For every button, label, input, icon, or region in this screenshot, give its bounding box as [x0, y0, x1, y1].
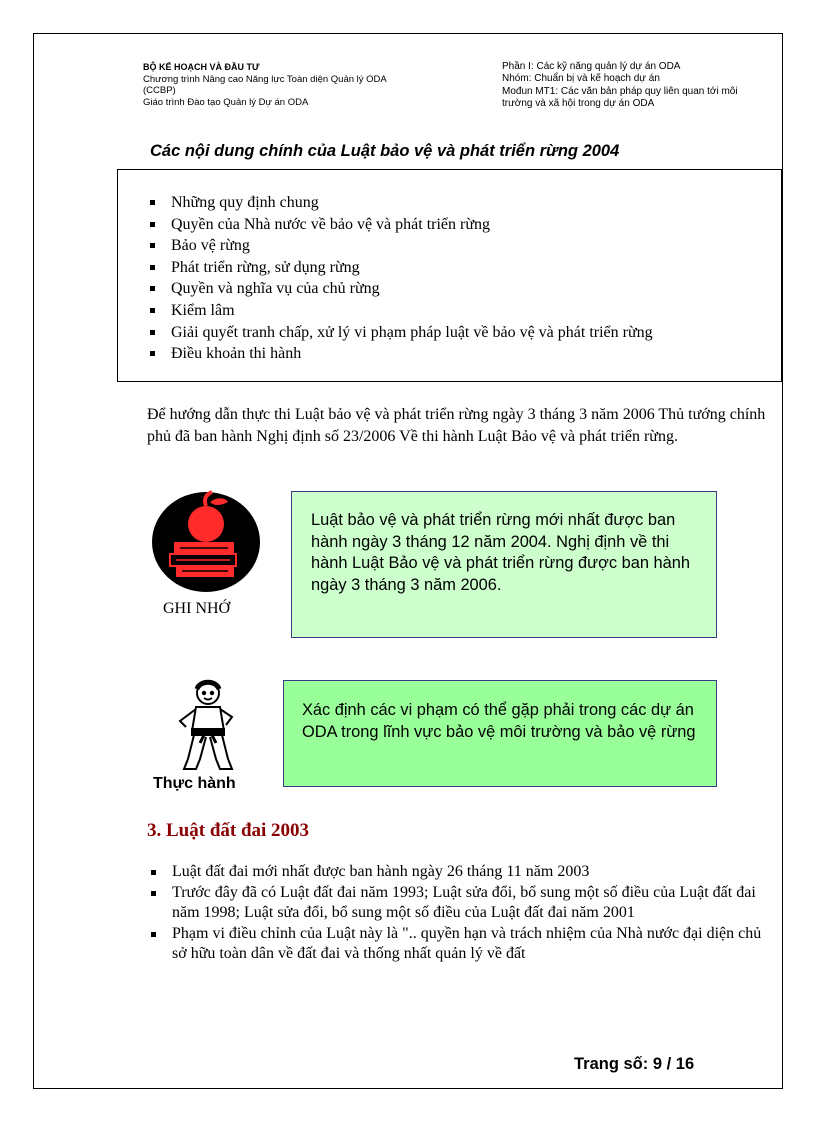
contents-item: Quyền và nghĩa vụ của chủ rừng [147, 278, 653, 300]
contents-item: Điều khoản thi hành [147, 343, 653, 365]
contents-item: Bảo vệ rừng [147, 235, 653, 257]
contents-item: Những quy định chung [147, 192, 653, 214]
memo-box: Luật bảo vệ và phát triển rừng mới nhất được ban hành ngày 3 tháng 12 năm 2004. Nghị định về thi hành Luật Bảo vệ và phát triển rừng được ban hành ngày 3 tháng 3 năm 2006. [291, 491, 717, 638]
contents-box [117, 169, 782, 382]
memo-label: GHI NHỚ [163, 600, 231, 617]
header-left [143, 62, 443, 108]
header-right [502, 61, 742, 110]
contents-list [147, 192, 653, 365]
header-course: Giáo trình Đào tạo Quản lý Dự án ODA [143, 96, 309, 108]
header-part: Phần I: Các kỹ năng quản lý dự án ODA [502, 61, 681, 72]
contents-item: Giải quyết tranh chấp, xử lý vi phạm pháp luật về bảo vệ và phát triển rừng [147, 322, 653, 344]
practice-box: Xác định các vi phạm có thể gặp phải trong các dự án ODA trong lĩnh vực bảo vệ môi trường và bảo vệ rừng [283, 680, 717, 787]
header-org: BỘ KẾ HOẠCH VÀ ĐẦU TƯ [143, 62, 260, 72]
page-title: Các nội dung chính của Luật bảo vệ và phát triển rừng 2004 [150, 142, 620, 160]
memo-books-icon [150, 490, 262, 594]
list-item: Luật đất đai mới nhất được ban hành ngày 26 tháng 11 năm 2003 [148, 862, 768, 883]
header-program: Chương trình Nâng cao Năng lực Toàn diện Quản lý ODA [143, 73, 387, 85]
header-module: Mođun MT1: Các văn bản pháp quy liên quan tới môi trường và xã hội trong dự án ODA [502, 85, 738, 109]
practice-label: Thực hành [153, 775, 236, 792]
decree-paragraph: Để hướng dẫn thực thi Luật bảo vệ và phát triển rừng ngày 3 tháng 3 năm 2006 Thủ tướng chính phủ đã ban hành Nghị định số 23/2006 Về thi hành Luật Bảo vệ và phát triển rừng. [147, 406, 766, 445]
section-heading: 3. Luật đất đai 2003 [147, 820, 310, 841]
contents-item: Phát triển rừng, sử dụng rừng [147, 257, 653, 279]
practice-person-icon [168, 677, 248, 777]
page-number: Trang số: 9 / 16 [574, 1055, 695, 1073]
land-law-list [148, 862, 768, 965]
header-program-code: (CCBP) [143, 85, 176, 96]
contents-item: Kiểm lâm [147, 300, 653, 322]
list-item: Phạm vi điều chỉnh của Luật này là ".. quyền hạn và trách nhiệm của Nhà nước đại diện chủ sở hữu toàn dân về đất đai và thống nhất quản lý về đất [148, 924, 768, 965]
contents-item: Quyền của Nhà nước về bảo vệ và phát triển rừng [147, 214, 653, 236]
header-group: Nhóm: Chuẩn bị và kế hoạch dự án [502, 73, 660, 85]
list-item: Trước đây đã có Luật đất đai năm 1993; Luật sửa đổi, bổ sung một số điều của Luật đất đai năm 1998; Luật sửa đổi, bổ sung một số điều của Luật đất đai năm 2001 [148, 883, 768, 924]
